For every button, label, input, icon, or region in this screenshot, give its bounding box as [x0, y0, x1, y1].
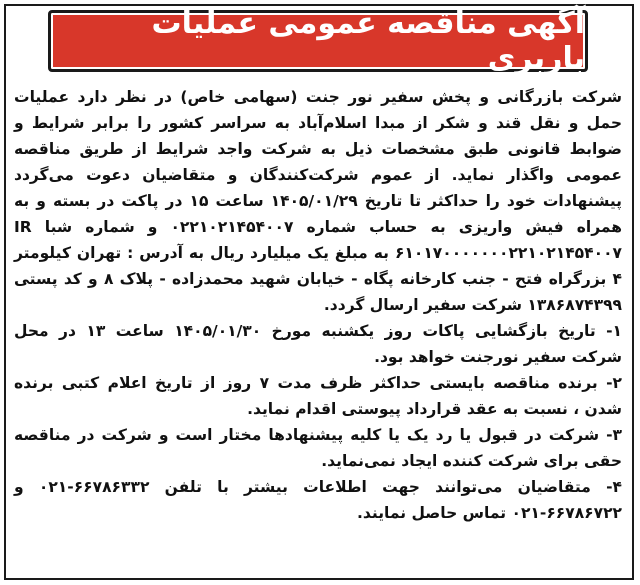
intro-text-2: به شرکت واجد شرایط از طریق مناقصه عمومی واگذار نماید. از عموم شرکت‌کنندگان و متقاضیان دعوت می‌گردد پیشنهادات خود را حداکثر تا تاریخ ۱۴۰۵/۰۱/۲۹ ساعت ۱۵ در پاکت در بسته و به همراه فیش واریزی به حساب شماره: [14, 140, 623, 236]
condition-item-4: ۴- متقاضیان می‌توانند جهت اطلاعات بیشتر با تلفن ۶۶۷۸۶۳۳۲-۰۲۱ و ۶۶۷۸۶۷۲۲-۰۲۱ تماس حاصل نمایند.: [14, 478, 622, 522]
intro-text-4: به مبلغ یک میلیارد ریال به آدرس : تهران کیلومتر ۴ بزرگراه فتح - جنب کارخانه پگاه - خیابان شهید محمدزاده - پلاک ۸ و کد پستی ۱۳۸۶۸۷۴۳۹۹ شرکت سفیر ارسال گردد.: [14, 244, 622, 314]
condition-item-2: ۲- برنده مناقصه بایستی حداکثر ظرف مدت ۷ روز از تاریخ اعلام کتبی برنده شدن ، نسبت به عقد قرارداد پیوستی اقدام نماید.: [14, 374, 622, 418]
tender-scope: عملیات حمل و نقل قند و شکر از مبدا اسلام‌آباد به سراسر کشور را برابر شرایط و ضوابط قانونی طبق مشخصات ذیل: [14, 88, 622, 158]
notice-title: آگهی مناقصه عمومی عملیات باربری: [151, 6, 585, 76]
condition-item-1: ۱- تاریخ بازگشایی پاکات روز یکشنبه مورخ ۱۴۰۵/۰۱/۳۰ ساعت ۱۳ در محل شرکت سفیر نورجنت خواهد بود.: [14, 322, 622, 366]
intro-text-3: و شماره شبا: [31, 218, 171, 236]
notice-body: [14, 84, 622, 526]
account-number: ۰۲۲۱۰۲۱۴۵۴۰۰۷: [170, 218, 294, 236]
company-name: شرکت بازرگانی و پخش سفیر نور جنت (سهامی خاص): [180, 88, 623, 106]
notice-header: [48, 6, 588, 76]
intro-paragraph: [14, 84, 622, 318]
sheba-number: IR ۶۱۰۱۷۰۰۰۰۰۰۰۲۲۱۰۲۱۴۵۴۰۰۷: [14, 218, 622, 262]
intro-text-1: در نظر دارد: [69, 88, 181, 106]
condition-item-3: ۳- شرکت در قبول یا رد یک یا کلیه پیشنهادها مختار است و شرکت در مناقصه حقی برای شرکت کننده ایجاد نمی‌نماید.: [14, 426, 622, 470]
